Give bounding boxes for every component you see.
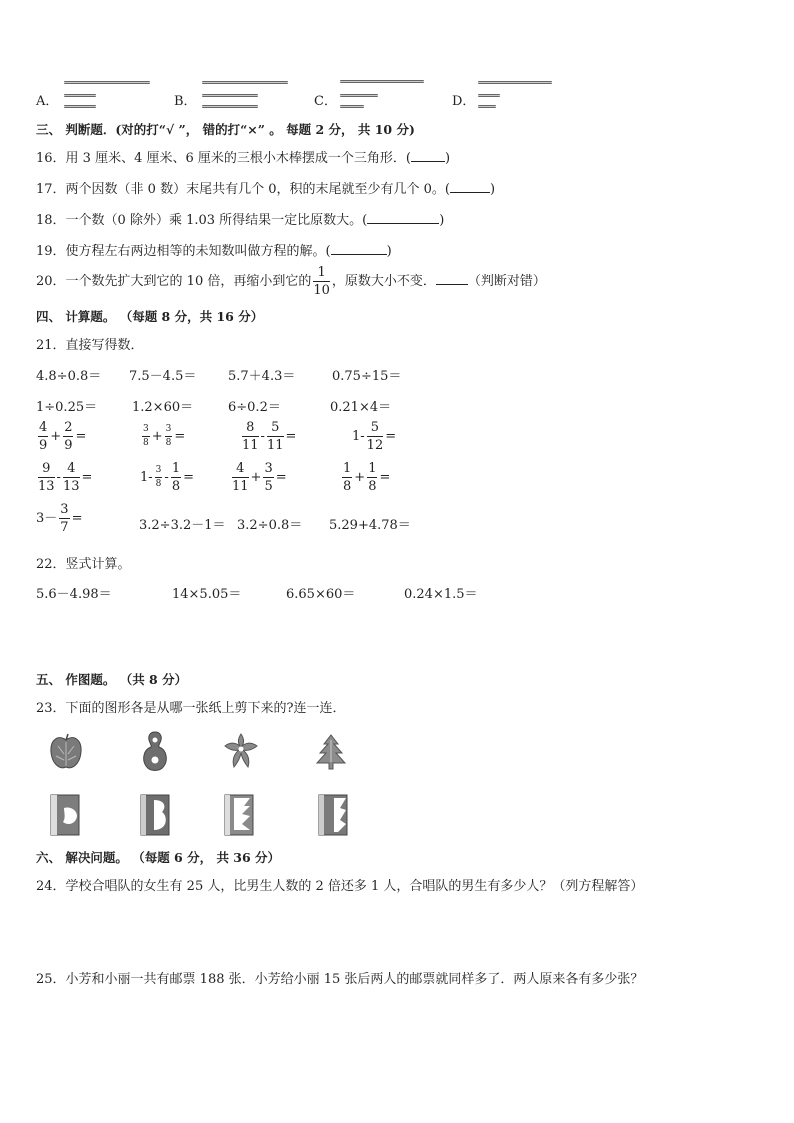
pre: 3－ — [36, 511, 58, 526]
calc-r1-2: 7.5－4.5＝ — [129, 369, 197, 384]
num: 3 — [155, 466, 163, 478]
den: 7 — [60, 520, 69, 535]
section-3-title: 三、 判断题．(对的打“√ ”， 错的打“×” 。 每题 2 分， 共 10 分) — [36, 122, 415, 137]
answer-blank-19[interactable] — [331, 242, 387, 255]
question-19-text: 19．使方程左右两边相等的未知数叫做方程的解。( — [36, 244, 331, 259]
option-c-bar-2 — [340, 94, 378, 97]
option-c-bar-3 — [340, 105, 364, 108]
question-16 — [36, 147, 450, 166]
question-18-end: ) — [439, 213, 445, 228]
op: + — [354, 470, 366, 485]
den: 9 — [39, 438, 48, 453]
answer-blank-20[interactable] — [436, 272, 468, 285]
frac-j-1 — [59, 503, 69, 534]
eq: = — [275, 470, 287, 485]
calc-frac-c — [240, 421, 296, 452]
question-20-end: （判断对错） — [467, 274, 546, 289]
op: - — [164, 470, 169, 485]
calc-r6-1: 5.6－4.98＝ — [36, 587, 112, 602]
den: 12 — [366, 438, 384, 453]
den: 8 — [165, 438, 172, 448]
calc-frac-e — [36, 462, 92, 493]
flower-shape-icon[interactable] — [222, 732, 260, 770]
calc-frac-b — [140, 425, 185, 448]
option-a-bar-3 — [64, 105, 96, 108]
num: 3 — [60, 502, 69, 517]
paper-piece-4-icon[interactable] — [318, 794, 348, 836]
op: - — [56, 470, 61, 485]
question-17-end: ) — [489, 182, 496, 197]
num: 1 — [368, 461, 377, 476]
frac-b-1 — [142, 425, 150, 448]
eq: = — [71, 511, 83, 526]
num: 5 — [267, 421, 284, 437]
den: 13 — [62, 479, 80, 494]
pre: 1- — [352, 429, 365, 444]
num: 3 — [165, 425, 173, 437]
calc-frac-h — [230, 462, 287, 493]
question-17-text: 17．两个因数（非 0 数）末尾共有几个 0，积的末尾就至少有几个 0。( — [36, 182, 450, 197]
eq: = — [174, 429, 186, 444]
op: - — [260, 429, 265, 444]
tree-shape-icon[interactable] — [314, 734, 348, 770]
paper-piece-2-icon[interactable] — [140, 794, 170, 836]
frac-a-2 — [63, 421, 73, 452]
question-20-pre: 20．一个数先扩大到它的 10 倍，再缩小到它的 — [36, 274, 312, 289]
num: 1 — [343, 461, 352, 476]
num: 4 — [63, 462, 80, 478]
eq: = — [285, 429, 297, 444]
den: 11 — [232, 479, 249, 494]
calc-r2-1: 1÷0.25＝ — [36, 400, 98, 415]
den: 8 — [343, 479, 352, 494]
calc-r5-1: 3.2÷3.2－1＝ — [139, 518, 226, 533]
pre: 1- — [140, 470, 153, 485]
num: 4 — [232, 462, 249, 478]
question-19-end: ) — [386, 244, 392, 259]
den: 11 — [266, 438, 284, 453]
eq: = — [81, 470, 93, 485]
eq: = — [385, 429, 397, 444]
question-25: 25．小芳和小丽一共有邮票 188 张．小芳给小丽 15 张后两人的邮票就同样多了．两人原来各有多少张？ — [36, 972, 644, 987]
frac-d-1 — [367, 421, 384, 452]
calc-r6-3: 6.65×60＝ — [286, 587, 356, 602]
question-18-text: 18．一个数（0 除外）乘 1.03 所得结果一定比原数大。( — [36, 213, 368, 228]
calc-r5-3: 5.29+4.78＝ — [329, 518, 411, 533]
calc-r2-4: 0.21×4＝ — [330, 400, 392, 415]
section-4-title: 四、 计算题。 （每题 8 分，共 16 分） — [36, 309, 264, 324]
option-d-bar-1 — [478, 81, 552, 84]
calc-r1-1: 4.8÷0.8＝ — [36, 369, 102, 384]
fraction-numerator: 1 — [313, 266, 330, 282]
question-21: 21．直接写得数． — [36, 338, 144, 353]
num: 2 — [64, 420, 73, 435]
frac-i-1 — [342, 462, 352, 493]
question-18 — [36, 209, 444, 228]
frac-g-1 — [155, 466, 163, 489]
question-22: 22．竖式计算。 — [36, 557, 131, 572]
den: 9 — [64, 438, 73, 453]
eq: = — [379, 470, 391, 485]
frac-h-1 — [232, 462, 249, 493]
frac-a-1 — [38, 421, 48, 452]
option-b-bar-2 — [202, 94, 258, 97]
question-16-text: 16．用 3 厘米、4 厘米、6 厘米的三根小木棒摆成一个三角形．( — [36, 151, 411, 166]
option-b-bar-1 — [202, 81, 288, 84]
frac-c-1 — [242, 421, 259, 452]
num: 3 — [264, 461, 273, 476]
fraction-one-tenth — [313, 266, 330, 297]
frac-c-2 — [267, 421, 284, 452]
num: 1 — [171, 461, 181, 476]
calc-frac-i — [340, 462, 390, 493]
option-d-label: D． — [452, 94, 476, 109]
num: 5 — [367, 421, 384, 437]
den: 8 — [171, 479, 181, 494]
paper-piece-1-icon[interactable] — [50, 794, 80, 836]
op: + — [250, 470, 262, 485]
calc-r5-2: 3.2÷0.8＝ — [237, 518, 303, 533]
gourd-shape-icon[interactable] — [140, 730, 170, 772]
section-5-title: 五、 作图题。 （共 8 分） — [36, 672, 188, 687]
den: 8 — [368, 479, 377, 494]
question-19 — [36, 240, 392, 259]
op: + — [50, 429, 62, 444]
calc-frac-a — [36, 421, 86, 452]
eq: = — [75, 429, 87, 444]
frac-e-2 — [63, 462, 80, 493]
question-17 — [36, 178, 495, 197]
option-b-label: B． — [174, 94, 197, 109]
option-a-label: A． — [36, 94, 59, 109]
option-a-bar-1 — [64, 81, 150, 84]
answer-blank-17[interactable] — [450, 180, 490, 193]
paper-piece-3-icon[interactable] — [224, 794, 254, 836]
eq: = — [183, 470, 194, 485]
den: 13 — [38, 479, 55, 494]
frac-g-2 — [171, 462, 181, 493]
frac-b-2 — [165, 425, 173, 448]
option-d-bar-2 — [478, 94, 500, 97]
answer-blank-18[interactable] — [367, 211, 439, 224]
option-c-bar-1 — [340, 80, 424, 83]
option-c-label: C． — [314, 94, 337, 109]
question-24: 24．学校合唱队的女生有 25 人，比男生人数的 2 倍还多 1 人，合唱队的男生有多少人？（列方程解答） — [36, 879, 644, 894]
num: 4 — [39, 420, 48, 435]
calc-r2-2: 1.2×60＝ — [132, 400, 194, 415]
question-16-end: ) — [444, 151, 451, 166]
frac-h-2 — [263, 462, 273, 493]
calc-frac-g — [140, 462, 194, 493]
den: 8 — [143, 438, 149, 448]
option-a-bar-2 — [64, 94, 96, 97]
calc-r1-3: 5.7＋4.3＝ — [228, 369, 296, 384]
question-20-post: ，原数大小不变． — [331, 274, 436, 289]
apple-shape-icon[interactable] — [48, 732, 84, 772]
answer-blank-16[interactable] — [411, 149, 445, 162]
calc-frac-j — [36, 503, 82, 534]
num: 8 — [242, 421, 259, 437]
section-6-title: 六、 解决问题。 （每题 6 分， 共 36 分） — [36, 850, 281, 865]
calc-r6-2: 14×5.05＝ — [172, 587, 242, 602]
num: 9 — [38, 462, 55, 478]
calc-r6-4: 0.24×1.5＝ — [404, 587, 478, 602]
option-b-bar-3 — [202, 105, 258, 108]
question-20 — [36, 266, 546, 297]
op: + — [151, 429, 163, 444]
den: 8 — [155, 479, 162, 489]
num: 3 — [142, 425, 150, 437]
question-23: 23．下面的图形各是从哪一张纸上剪下来的?连一连． — [36, 701, 346, 716]
calc-frac-d — [352, 421, 396, 452]
calc-r1-4: 0.75÷15＝ — [332, 369, 402, 384]
den: 5 — [264, 479, 273, 494]
option-d-bar-3 — [478, 105, 496, 108]
den: 11 — [242, 438, 259, 453]
frac-e-1 — [38, 462, 55, 493]
frac-i-2 — [367, 462, 377, 493]
fraction-denominator: 10 — [313, 283, 330, 298]
calc-r2-3: 6÷0.2＝ — [228, 400, 281, 415]
